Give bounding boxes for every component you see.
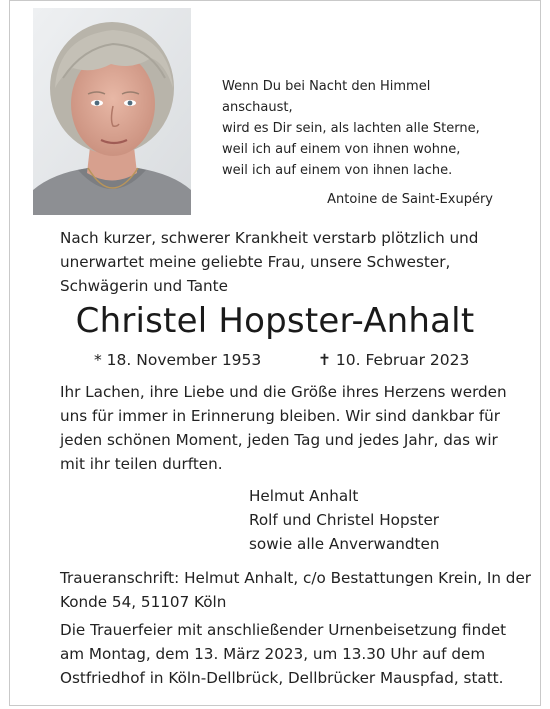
- memorial-quote: [205, 76, 505, 210]
- quote-line: Wenn Du bei Nacht den Himmel anschaust,: [222, 79, 431, 115]
- death-date: ✝ 10. Februar 2023: [318, 351, 470, 369]
- tribute-line: Ihr Lachen, ihre Liebe und die Größe ihres Herzens werden: [60, 383, 507, 401]
- mourners-list: [249, 484, 439, 556]
- mourning-address: [60, 566, 532, 614]
- birth-date: * 18. November 1953: [94, 351, 262, 369]
- intro-text: [60, 226, 500, 298]
- tribute-text: [60, 380, 510, 476]
- mourner-line: Helmut Anhalt: [249, 487, 359, 505]
- address-line: Konde 54, 51107 Köln: [60, 593, 227, 611]
- tribute-line: jeden schönen Moment, jeden Tag und jedes Jahr, das wir: [60, 431, 498, 449]
- quote-line: weil ich auf einem von ihnen lache.: [222, 163, 453, 178]
- intro-line: unerwartet meine geliebte Frau, unsere Schwester,: [60, 253, 451, 271]
- service-line: am Montag, dem 13. März 2023, um 13.30 Uhr auf dem: [60, 645, 486, 663]
- quote-line: weil ich auf einem von ihnen wohne,: [222, 142, 461, 157]
- deceased-name: Christel Hopster-Anhalt: [75, 301, 475, 341]
- mourner-line: Rolf und Christel Hopster: [249, 511, 440, 529]
- intro-line: Nach kurzer, schwerer Krankheit verstarb plötzlich und: [60, 229, 479, 247]
- quote-line: wird es Dir sein, als lachten alle Sterne,: [222, 121, 480, 136]
- portrait-photo: [33, 8, 191, 215]
- quote-author: Antoine de Saint-Exupéry: [327, 192, 493, 207]
- address-line: Traueranschrift: Helmut Anhalt, c/o Bestattungen Krein, In der: [60, 569, 532, 587]
- tribute-line: uns für immer in Erinnerung bleiben. Wir sind dankbar für: [60, 407, 501, 425]
- service-line: Ostfriedhof in Köln-Dellbrück, Dellbrücker Mauspfad, statt.: [60, 669, 504, 687]
- intro-line: Schwägerin und Tante: [60, 277, 228, 295]
- mourner-line: sowie alle Anverwandten: [249, 535, 440, 553]
- service-line: Die Trauerfeier mit anschließender Urnenbeisetzung findet: [60, 621, 507, 639]
- funeral-service-info: [60, 618, 510, 690]
- tribute-line: mit ihr teilen durften.: [60, 455, 223, 473]
